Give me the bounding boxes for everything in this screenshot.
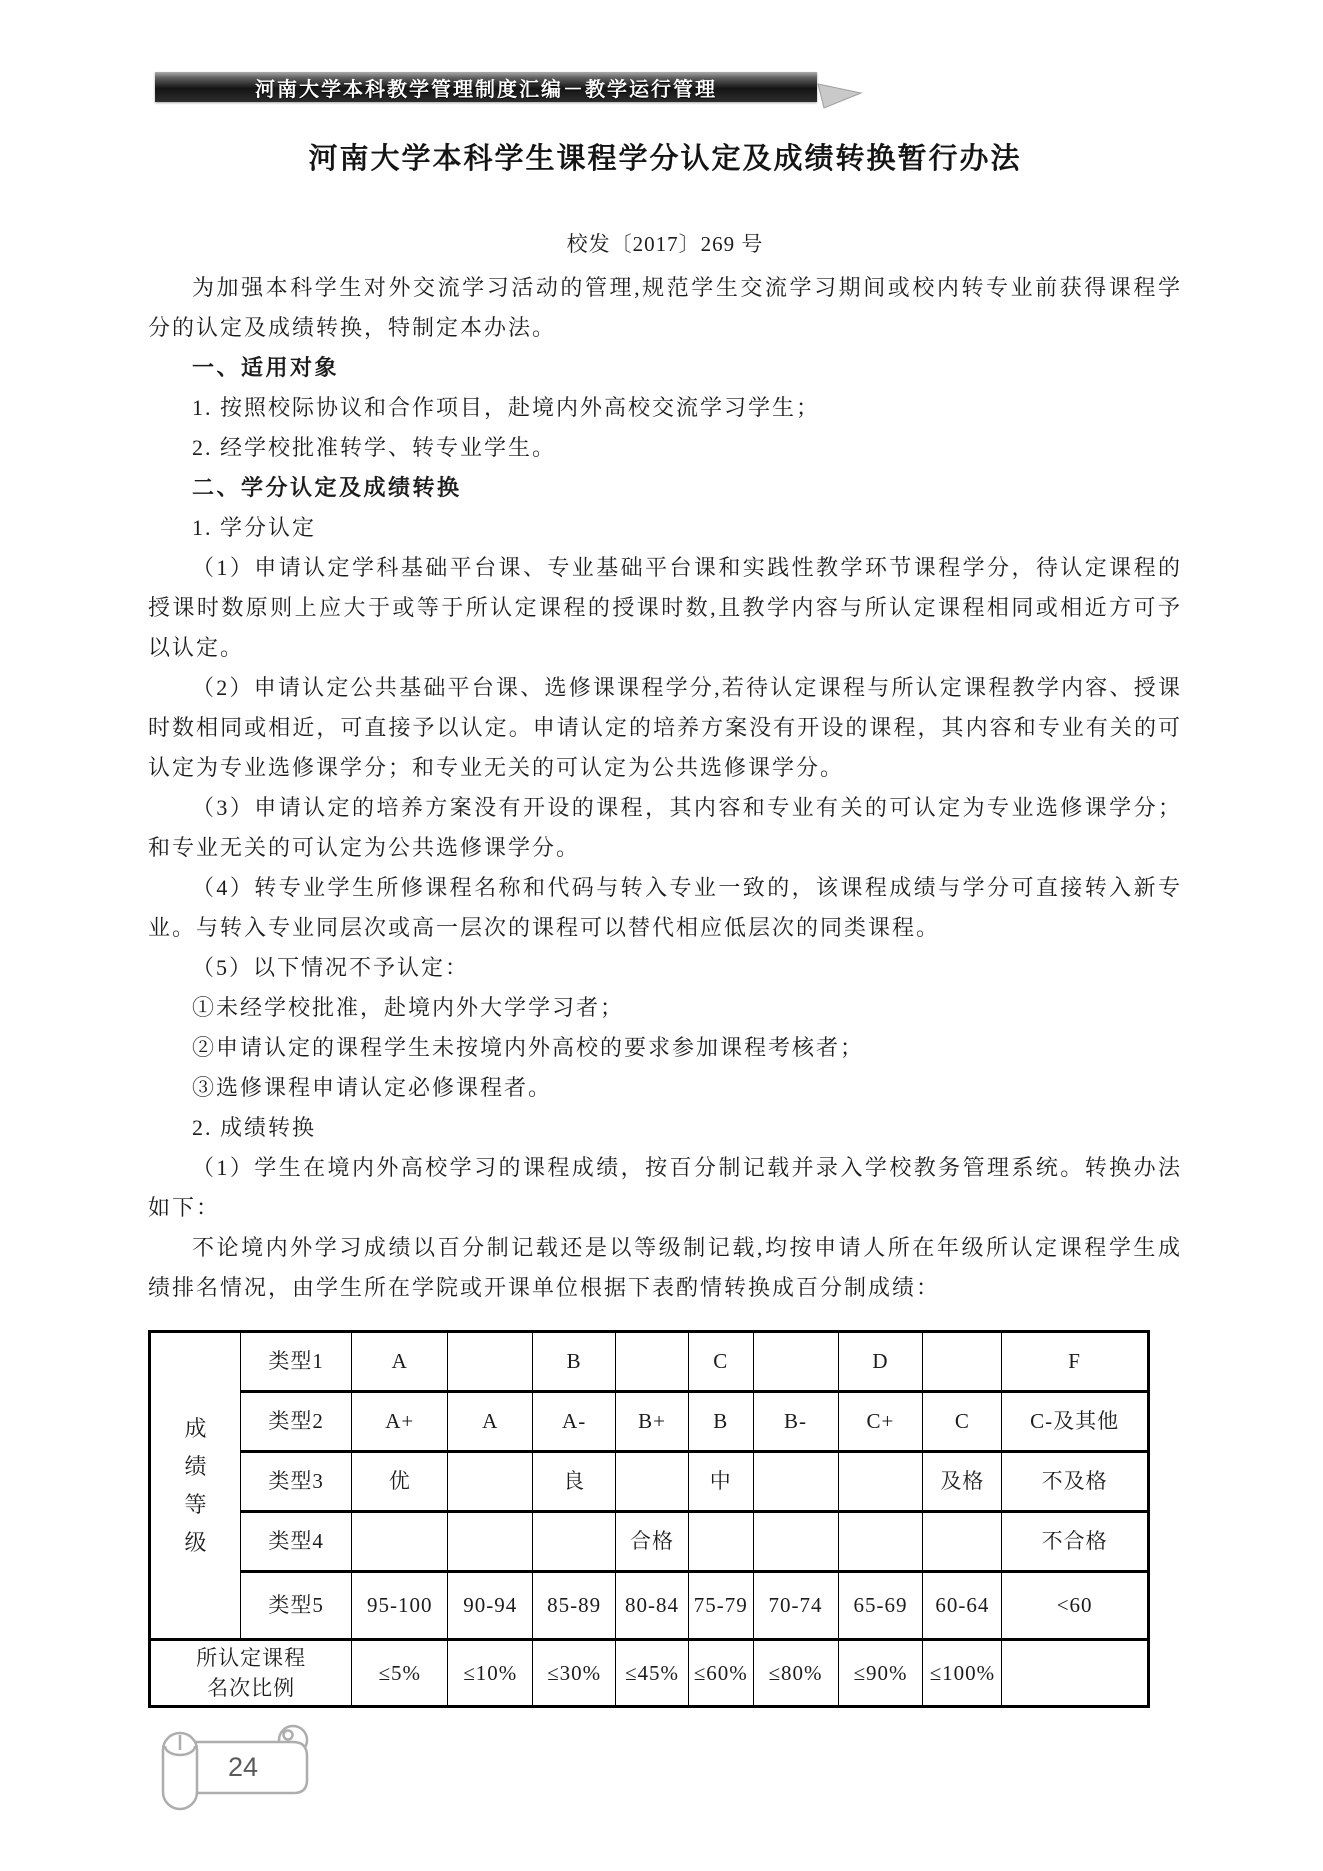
paragraph: ②申请认定的课程学生未按境内外高校的要求参加课程考核者； — [192, 1035, 865, 1060]
table-cell: C+ — [838, 1392, 923, 1452]
grade-conversion-table — [148, 1330, 1150, 1708]
table-cell-empty — [688, 1512, 753, 1572]
banner-arrow-icon — [817, 81, 863, 111]
table-type-label: 类型1 — [241, 1332, 352, 1392]
table-cell: A+ — [352, 1392, 448, 1452]
table-type-label: 类型2 — [241, 1392, 352, 1452]
table-cell: 不及格 — [1002, 1452, 1149, 1512]
table-cell: F — [1002, 1332, 1149, 1392]
table-type-label: 类型3 — [241, 1452, 352, 1512]
table-cell: 75-79 — [688, 1572, 753, 1640]
table-cell: ≤60% — [688, 1640, 753, 1707]
table-cell-empty — [448, 1452, 533, 1512]
section-heading-1: 一、适用对象 — [192, 355, 340, 380]
table-cell: 85-89 — [533, 1572, 616, 1640]
table-cell: ≤100% — [923, 1640, 1002, 1707]
paragraph-intro: 为加强本科学生对外交流学习活动的管理,规范学生交流学习期间或校内转专业前获得课程学分的认定及成绩转换，特制定本办法。 — [148, 275, 1182, 340]
table-cell-empty — [838, 1452, 923, 1512]
document-body — [148, 268, 1182, 1708]
table-cell: C — [688, 1332, 753, 1392]
document-number: 校发〔2017〕269 号 — [566, 232, 764, 256]
table-cell-empty — [616, 1452, 689, 1512]
table-cell: 60-64 — [923, 1572, 1002, 1640]
table-cell: C-及其他 — [1002, 1392, 1149, 1452]
table-row — [150, 1332, 1149, 1392]
table-cell: ≤90% — [838, 1640, 923, 1707]
table-cell-empty — [753, 1512, 838, 1572]
paragraph: （5）以下情况不予认定： — [192, 955, 470, 980]
table-cell: B- — [753, 1392, 838, 1452]
table-cell-empty — [448, 1512, 533, 1572]
table-cell-empty — [533, 1512, 616, 1572]
table-cell-empty — [838, 1512, 923, 1572]
table-cell: B+ — [616, 1392, 689, 1452]
table-cell-empty — [448, 1332, 533, 1392]
table-cell: B — [688, 1392, 753, 1452]
table-cell: 及格 — [923, 1452, 1002, 1512]
table-cell: B — [533, 1332, 616, 1392]
header-banner-text: 河南大学本科教学管理制度汇编－教学运行管理 — [255, 78, 717, 101]
table-type-label: 类型4 — [241, 1512, 352, 1572]
table-row — [150, 1392, 1149, 1452]
table-cell: A — [448, 1392, 533, 1452]
section-heading-2: 二、学分认定及成绩转换 — [192, 475, 462, 500]
table-cell-empty — [753, 1332, 838, 1392]
table-cell: ≤45% — [616, 1640, 689, 1707]
paragraph: （2）申请认定公共基础平台课、选修课课程学分,若待认定课程与所认定课程教学内容、授课时数相同或相近，可直接予以认定。申请认定的培养方案没有开设的课程，其内容和专业有关的可认定为专业选修课学分；和专业无关的可认定为公共选修课学分。 — [148, 675, 1182, 780]
paragraph: 1. 学分认定 — [192, 515, 317, 540]
table-cell: ≤80% — [753, 1640, 838, 1707]
table-cell: C — [923, 1392, 1002, 1452]
table-cell-empty — [923, 1332, 1002, 1392]
table-cell: 65-69 — [838, 1572, 923, 1640]
table-cell-empty — [352, 1512, 448, 1572]
paragraph: 2. 经学校批准转学、转专业学生。 — [192, 435, 557, 460]
paragraph: 1. 按照校际协议和合作项目，赴境内外高校交流学习学生； — [192, 395, 821, 420]
table-cell: ≤5% — [352, 1640, 448, 1707]
paragraph: （1）申请认定学科基础平台课、专业基础平台课和实践性教学环节课程学分，待认定课程的授课时数原则上应大于或等于所认定课程的授课时数,且教学内容与所认定课程相同或相近方可予以认定。 — [148, 555, 1182, 660]
paragraph: 2. 成绩转换 — [192, 1115, 317, 1140]
table-cell: ≤30% — [533, 1640, 616, 1707]
table-footer-label: 所认定课程名次比例 — [150, 1640, 352, 1707]
table-row-header-grade-level: 成绩等级 — [150, 1332, 241, 1640]
table-cell: 70-74 — [753, 1572, 838, 1640]
table-cell: 中 — [688, 1452, 753, 1512]
table-cell: A- — [533, 1392, 616, 1452]
header-banner — [155, 72, 817, 102]
page-number: 24 — [227, 1752, 259, 1782]
table-cell-empty — [753, 1452, 838, 1512]
table-cell: 80-84 — [616, 1572, 689, 1640]
table-row — [150, 1640, 1149, 1707]
table-row — [150, 1572, 1149, 1640]
document-title: 河南大学本科学生课程学分认定及成绩转换暂行办法 — [308, 143, 1022, 175]
table-cell: 95-100 — [352, 1572, 448, 1640]
table-cell: 优 — [352, 1452, 448, 1512]
table-cell-empty — [923, 1512, 1002, 1572]
table-cell: 合格 — [616, 1512, 689, 1572]
paragraph: ③选修课程申请认定必修课程者。 — [192, 1075, 553, 1100]
paragraph: （3）申请认定的培养方案没有开设的课程，其内容和专业有关的可认定为专业选修课学分；和专业无关的可认定为公共选修课学分。 — [148, 795, 1182, 860]
paragraph: （1）学生在境内外高校学习的课程成绩，按百分制记载并录入学校教务管理系统。转换办法如下： — [148, 1155, 1182, 1220]
table-cell: 良 — [533, 1452, 616, 1512]
paragraph: ①未经学校批准，赴境内外大学学习者； — [192, 995, 625, 1020]
table-cell: ≤10% — [448, 1640, 533, 1707]
paragraph: （4）转专业学生所修课程名称和代码与转入专业一致的，该课程成绩与学分可直接转入新专业。与转入专业同层次或高一层次的课程可以替代相应低层次的同类课程。 — [148, 875, 1182, 940]
table-cell: A — [352, 1332, 448, 1392]
table-cell: 不合格 — [1002, 1512, 1149, 1572]
table-cell-empty — [616, 1332, 689, 1392]
table-cell: <60 — [1002, 1572, 1149, 1640]
paragraph: 不论境内外学习成绩以百分制记载还是以等级制记载,均按申请人所在年级所认定课程学生成绩排名情况，由学生所在学院或开课单位根据下表酌情转换成百分制成绩： — [148, 1235, 1182, 1300]
page-footer — [150, 1722, 340, 1818]
table-cell: D — [838, 1332, 923, 1392]
table-cell-empty — [1002, 1640, 1149, 1707]
table-row — [150, 1512, 1149, 1572]
table-type-label: 类型5 — [241, 1572, 352, 1640]
table-cell: 90-94 — [448, 1572, 533, 1640]
table-row — [150, 1452, 1149, 1512]
